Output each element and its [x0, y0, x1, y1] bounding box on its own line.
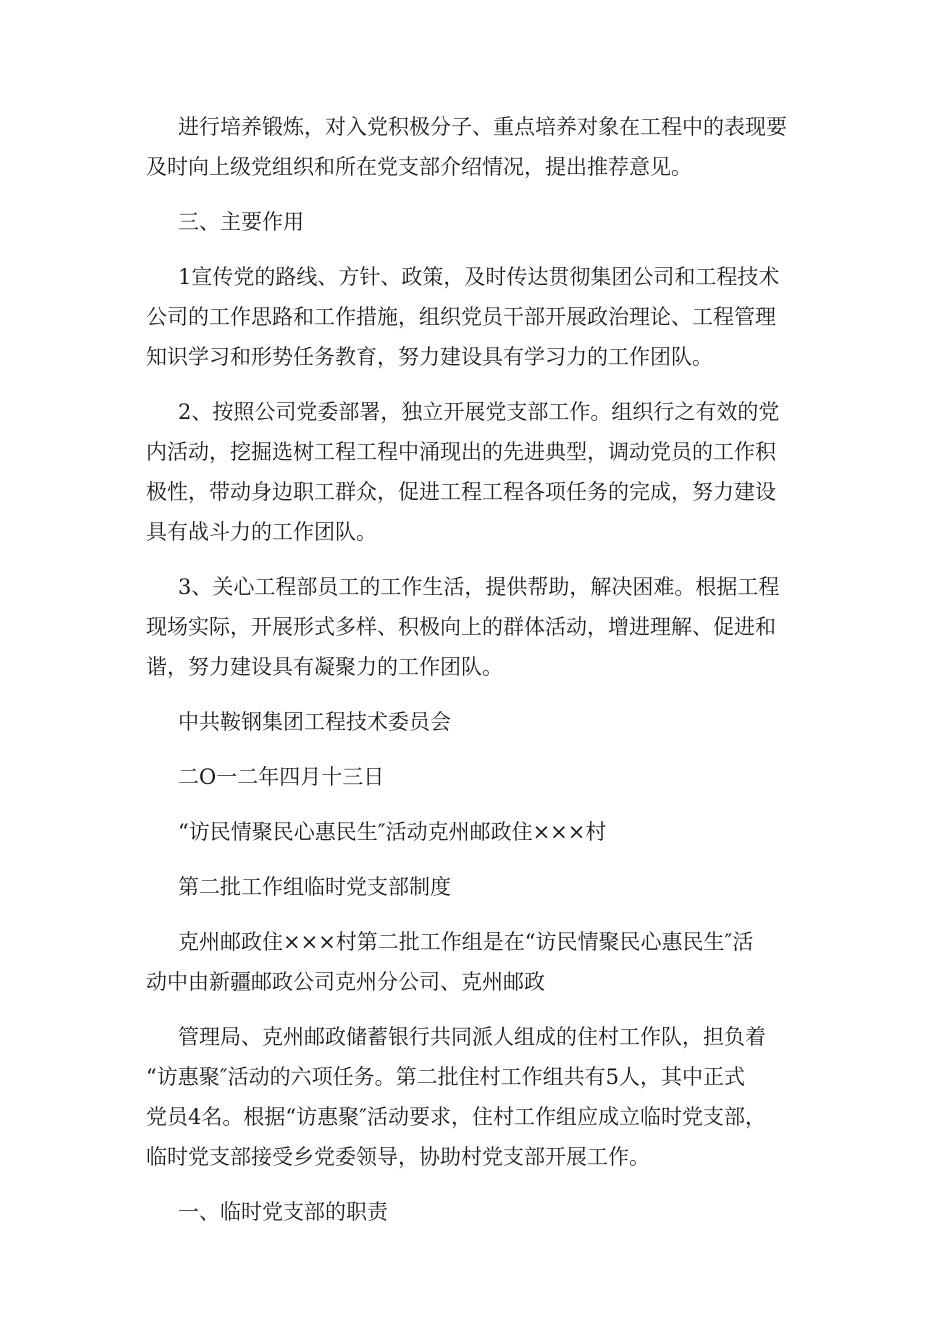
- paragraph: [146, 1192, 804, 1232]
- text-line: 2、按照公司党委部署，独立开展党支部工作。组织行之有效的党: [178, 400, 780, 424]
- text-line: 临时党支部接受乡党委领导，协助村党支部开展工作。: [146, 1145, 650, 1169]
- paragraph: [146, 567, 804, 687]
- text-line: 知识学习和形势任务教育，努力建设具有学习力的工作团队。: [146, 345, 713, 369]
- paragraph: [146, 107, 804, 187]
- paragraph: [146, 867, 804, 907]
- text-line: 党员4名。根据“访惠聚″活动要求，住村工作组应成立临时党支部，: [146, 1105, 766, 1129]
- text-line: 一、临时党支部的职责: [178, 1200, 388, 1224]
- text-line: 动中由新疆邮政公司克州分公司、克州邮政: [146, 970, 545, 994]
- text-line: 三、主要作用: [178, 210, 304, 234]
- paragraph: [146, 1017, 804, 1177]
- paragraph: [146, 202, 804, 242]
- paragraph: [146, 922, 804, 1002]
- text-line: “访民情聚民心惠民生″活动克州邮政住×××村: [178, 820, 607, 844]
- text-line: 中共鞍钢集团工程技术委员会: [178, 710, 451, 734]
- text-line: 极性，带动身边职工群众，促进工程工程各项任务的完成，努力建设: [146, 480, 776, 504]
- paragraph: [146, 392, 804, 552]
- text-line: 现场实际，开展形式多样、积极向上的群体活动，增进理解、促进和: [146, 615, 776, 639]
- document-body: [146, 107, 804, 1247]
- text-line: 谐，努力建设具有凝聚力的工作团队。: [146, 655, 503, 679]
- text-line: 内活动，挖掘选树工程工程中涌现出的先进典型，调动党员的工作积: [146, 440, 776, 464]
- paragraph: [146, 812, 804, 852]
- text-line: 克州邮政住×××村第二批工作组是在“访民情聚民心惠民生″活: [178, 930, 754, 954]
- text-line: 第二批工作组临时党支部制度: [178, 875, 451, 899]
- paragraph: [146, 757, 804, 797]
- text-line: 二O一二年四月十三日: [178, 765, 385, 789]
- text-line: 及时向上级党组织和所在党支部介绍情况，提出推荐意见。: [146, 155, 692, 179]
- text-line: 进行培养锻炼，对入党积极分子、重点培养对象在工程中的表现要: [178, 115, 787, 139]
- text-line: 具有战斗力的工作团队。: [146, 520, 377, 544]
- text-line: 3、关心工程部员工的工作生活，提供帮助，解决困难。根据工程: [178, 575, 780, 599]
- text-line: 公司的工作思路和工作措施，组织党员干部开展政治理论、工程管理: [146, 305, 776, 329]
- text-line: 1宣传党的路线、方针、政策，及时传达贯彻集团公司和工程技术: [178, 265, 780, 289]
- text-line: 管理局、克州邮政储蓄银行共同派人组成的住村工作队，担负着: [178, 1025, 766, 1049]
- text-line: “访惠聚″活动的六项任务。第二批住村工作组共有5人，其中正式: [146, 1065, 745, 1089]
- paragraph: [146, 257, 804, 377]
- paragraph: [146, 702, 804, 742]
